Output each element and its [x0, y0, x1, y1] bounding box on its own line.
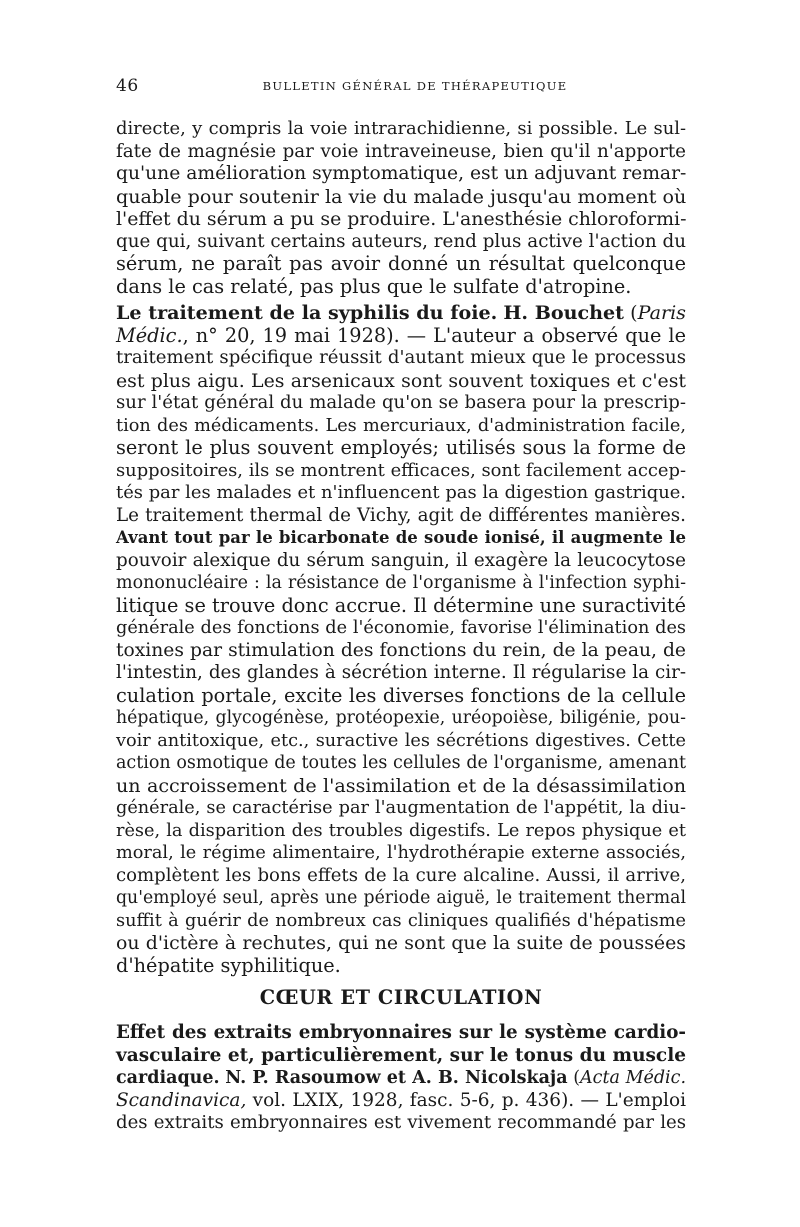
- page-number: 46: [116, 76, 139, 96]
- text-line: fate de magnésie par voie intraveineuse, bien qu'il n'apporte: [116, 140, 686, 162]
- text-line: générale, se caractérise par l'augmentation de l'appétit, la diu-: [116, 798, 686, 818]
- text-line: qu'employé seul, après une période aiguë, le traitement thermal: [116, 888, 686, 908]
- reference-journal-cont: Médic.: [116, 323, 183, 347]
- text-line: hépatique, glycogénèse, protéopexie, uréopoièse, biligénie, pou-: [116, 708, 686, 728]
- text-line: directe, y compris la voie intrarachidienne, si possible. Le sul-: [116, 118, 686, 139]
- article-lead: — L'emploi: [574, 1089, 686, 1111]
- text-line: des extraits embryonnaires est vivement recommandé par les: [116, 1112, 686, 1133]
- journal-title: BULLETIN GÉNÉRAL DE THÉRAPEUTIQUE: [262, 79, 568, 93]
- section-heading: CŒUR ET CIRCULATION: [259, 986, 543, 1009]
- article-reference-line: [116, 325, 686, 348]
- reference-journal: Paris: [637, 301, 686, 324]
- reference-journal-cont: Scandinavica,: [116, 1089, 247, 1111]
- text-line: action osmotique de toutes les cellules de l'organisme, amenant: [116, 753, 686, 773]
- text-line: suppositoires, ils se montrent efficaces, sont facilement accep-: [116, 459, 686, 481]
- text-line: d'hépatite syphilitique.: [116, 953, 341, 977]
- article-title-line: vasculaire et, particulièrement, sur le tonus du muscle: [116, 1044, 686, 1066]
- article-title: Le traitement de la syphilis du foie.: [116, 301, 498, 324]
- reference-details: , n° 20, 19 mai 1928).: [182, 323, 400, 347]
- text-line: moral, le régime alimentaire, l'hydrothérapie externe associés,: [116, 843, 686, 863]
- text-line: est plus aigu. Les arsenicaux sont souvent toxiques et c'est: [116, 369, 686, 392]
- text-line: l'intestin, des glandes à sécrétion interne. Il régularise la cir-: [116, 662, 686, 683]
- article-authors: N. P. Rasoumow et A. B. Nicolskaja: [225, 1068, 568, 1088]
- text-line: un accroissement de l'assimilation et de la désassimilation: [116, 773, 686, 797]
- reference-details: vol. LXIX, 1928, fasc. 5-6, p. 436).: [246, 1089, 575, 1111]
- text-line: que qui, suivant certains auteurs, rend plus active l'action du: [116, 230, 686, 252]
- text-line: Le traitement thermal de Vichy, agit de différentes manières.: [116, 504, 686, 526]
- running-head: [116, 76, 686, 98]
- text-line: sérum, ne paraît pas avoir donné un résultat quelconque: [116, 252, 686, 275]
- text-line: complètent les bons effets de la cure alcaline. Aussi, il arrive,: [116, 864, 686, 886]
- text-line: Avant tout par le bicarbonate de soude ionisé, il augmente le: [116, 528, 686, 547]
- article-title-end: cardiaque.: [116, 1068, 220, 1088]
- text-line: mononucléaire : la résistance de l'organisme à l'infection syphi-: [116, 573, 686, 593]
- text-line: litique se trouve donc accrue. Il détermine une suractivité: [116, 593, 686, 617]
- text-line: pouvoir alexique du sérum sanguin, il exagère la leucocytose: [116, 549, 686, 571]
- article-heading-line: [116, 302, 686, 325]
- article-extraits-embryonnaires: [116, 1022, 686, 1135]
- text-line: générale des fonctions de l'économie, favorise l'élimination des: [116, 618, 686, 638]
- text-line: suffit à guérir de nombreux cas cliniques qualifiés d'hépatisme: [116, 910, 686, 931]
- text-line: ou d'ictère à rechutes, qui ne sont que la suite de poussées: [116, 932, 686, 954]
- text-line: toxines par stimulation des fonctions du rein, de la peau, de: [116, 639, 686, 661]
- ref-paren: (: [630, 301, 638, 324]
- text-line: tés par les malades et n'influencent pas la digestion gastrique.: [116, 482, 686, 503]
- text-line: culation portale, excite les diverses fonctions de la cellule: [116, 683, 686, 707]
- text-line: sur l'état général du malade qu'on se basera pour la prescrip-: [116, 392, 686, 413]
- ref-paren: (: [573, 1068, 581, 1088]
- article-lead: — L'auteur a observé que le: [399, 323, 687, 347]
- article-reference-line: [116, 1090, 686, 1113]
- text-line: l'effet du sérum a pu se produire. L'anesthésie chloroformi-: [116, 208, 687, 230]
- text-line: quable pour soutenir la vie du malade jusqu'au moment où: [116, 184, 687, 208]
- article-author-line: [116, 1067, 686, 1090]
- article-author: H. Bouchet: [503, 301, 624, 324]
- text-line: traitement spécifique réussit d'autant mieux que le processus: [116, 347, 686, 368]
- text-line: rèse, la disparition des troubles digestifs. Le repos physique et: [116, 820, 686, 841]
- article-title-line: Effet des extraits embryonnaires sur le système cardio-: [116, 1022, 686, 1043]
- reference-journal: Acta Médic.: [580, 1068, 687, 1088]
- text-line: voir antitoxique, etc., suractive les sécrétions digestives. Cette: [116, 730, 686, 751]
- text-line: qu'une amélioration symptomatique, est un adjuvant remar-: [116, 163, 687, 184]
- text-line: tion des médicaments. Les mercuriaux, d'administration facile,: [116, 415, 686, 436]
- article-syphilis-foie: [116, 302, 686, 977]
- text-line: dans le cas relaté, pas plus que le sulfate d'atropine.: [116, 274, 632, 298]
- continuation-paragraph: [116, 118, 686, 298]
- text-line: seront le plus souvent employés; utilisés sous la forme de: [116, 436, 686, 459]
